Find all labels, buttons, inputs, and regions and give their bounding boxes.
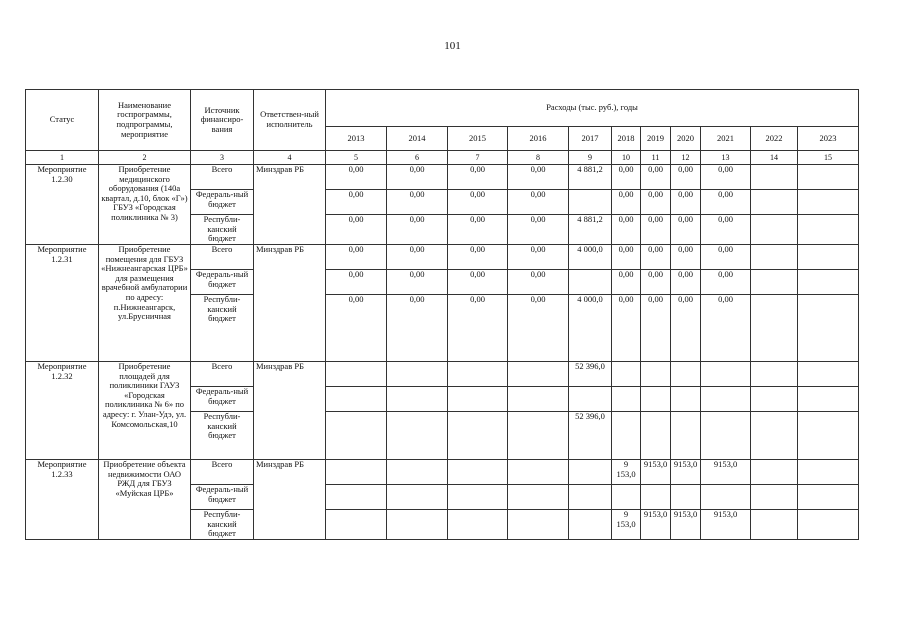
value-cell xyxy=(612,387,641,412)
column-number: 5 xyxy=(326,151,387,165)
value-cell: 0,00 xyxy=(612,215,641,245)
funding-source: Всего xyxy=(191,165,254,190)
value-cell xyxy=(326,387,387,412)
value-cell xyxy=(751,485,798,510)
header-executor: Ответствен-ный исполнитель xyxy=(254,90,326,151)
value-cell xyxy=(569,485,612,510)
value-cell: 0,00 xyxy=(508,215,569,245)
activity-executor: Минздрав РБ xyxy=(254,245,326,362)
value-cell xyxy=(448,362,508,387)
value-cell: 0,00 xyxy=(612,270,641,295)
value-cell xyxy=(326,412,387,460)
value-cell: 0,00 xyxy=(671,295,701,362)
value-cell xyxy=(448,387,508,412)
value-cell: 0,00 xyxy=(612,295,641,362)
column-number: 10 xyxy=(612,151,641,165)
value-cell: 0,00 xyxy=(701,165,751,190)
header-expenses: Расходы (тыс. руб.), годы xyxy=(326,90,859,127)
value-cell xyxy=(798,485,859,510)
column-number: 2 xyxy=(99,151,191,165)
value-cell: 0,00 xyxy=(326,190,387,215)
funding-source: Всего xyxy=(191,245,254,270)
activity-name: Приобретение площадей для поликлиники ГАУЗ «Городская поликлиника № 6» по адресу: г. Улан-Удэ, ул. Комсомольская,10 xyxy=(99,362,191,460)
column-number: 13 xyxy=(701,151,751,165)
value-cell xyxy=(798,387,859,412)
activity-executor: Минздрав РБ xyxy=(254,460,326,540)
value-cell: 0,00 xyxy=(701,270,751,295)
value-cell xyxy=(798,460,859,485)
value-cell xyxy=(751,362,798,387)
value-cell: 0,00 xyxy=(671,215,701,245)
value-cell: 0,00 xyxy=(612,165,641,190)
value-cell: 0,00 xyxy=(387,190,448,215)
value-cell xyxy=(751,387,798,412)
value-cell xyxy=(326,510,387,540)
value-cell: 0,00 xyxy=(671,245,701,270)
value-cell: 0,00 xyxy=(326,215,387,245)
value-cell xyxy=(508,460,569,485)
header-year: 2017 xyxy=(569,127,612,151)
header-year: 2021 xyxy=(701,127,751,151)
header-name: Наименование госпрограммы, подпрограммы, мероприятие xyxy=(99,90,191,151)
value-cell xyxy=(612,485,641,510)
funding-source: Федераль-ный бюджет xyxy=(191,485,254,510)
value-cell: 0,00 xyxy=(387,270,448,295)
value-cell: 0,00 xyxy=(641,215,671,245)
header-year: 2019 xyxy=(641,127,671,151)
value-cell xyxy=(612,362,641,387)
value-cell: 0,00 xyxy=(326,270,387,295)
value-cell: 0,00 xyxy=(508,270,569,295)
column-number: 7 xyxy=(448,151,508,165)
value-cell xyxy=(751,412,798,460)
column-number: 3 xyxy=(191,151,254,165)
table-row xyxy=(26,460,859,485)
value-cell: 0,00 xyxy=(387,165,448,190)
header-year: 2014 xyxy=(387,127,448,151)
value-cell xyxy=(508,362,569,387)
value-cell: 0,00 xyxy=(448,215,508,245)
value-cell xyxy=(701,362,751,387)
value-cell xyxy=(448,485,508,510)
value-cell xyxy=(508,387,569,412)
funding-source: Федераль-ный бюджет xyxy=(191,190,254,215)
value-cell: 0,00 xyxy=(641,295,671,362)
value-cell: 0,00 xyxy=(326,245,387,270)
value-cell xyxy=(798,295,859,362)
value-cell: 0,00 xyxy=(448,295,508,362)
funding-source: Республи-канский бюджет xyxy=(191,510,254,540)
value-cell xyxy=(701,412,751,460)
funding-source: Республи-канский бюджет xyxy=(191,215,254,245)
value-cell xyxy=(751,295,798,362)
value-cell xyxy=(569,270,612,295)
value-cell: 0,00 xyxy=(641,270,671,295)
value-cell xyxy=(701,387,751,412)
funding-source: Республи-канский бюджет xyxy=(191,295,254,362)
header-year: 2020 xyxy=(671,127,701,151)
activity-status: Мероприятие 1.2.32 xyxy=(26,362,99,460)
value-cell xyxy=(387,510,448,540)
value-cell: 0,00 xyxy=(701,215,751,245)
header-source: Источник финансиро-вания xyxy=(191,90,254,151)
activity-status: Мероприятие 1.2.31 xyxy=(26,245,99,362)
value-cell xyxy=(641,485,671,510)
value-cell xyxy=(751,215,798,245)
header-status: Статус xyxy=(26,90,99,151)
column-number: 8 xyxy=(508,151,569,165)
header-year: 2015 xyxy=(448,127,508,151)
value-cell: 0,00 xyxy=(612,190,641,215)
value-cell: 0,00 xyxy=(641,165,671,190)
funding-source: Всего xyxy=(191,460,254,485)
value-cell xyxy=(798,362,859,387)
column-number: 6 xyxy=(387,151,448,165)
value-cell: 0,00 xyxy=(508,245,569,270)
value-cell xyxy=(569,190,612,215)
value-cell xyxy=(641,387,671,412)
value-cell: 0,00 xyxy=(326,165,387,190)
value-cell xyxy=(798,190,859,215)
value-cell xyxy=(798,510,859,540)
column-number: 14 xyxy=(751,151,798,165)
value-cell: 0,00 xyxy=(326,295,387,362)
value-cell xyxy=(751,270,798,295)
value-cell: 4 881,2 xyxy=(569,165,612,190)
value-cell xyxy=(641,362,671,387)
value-cell xyxy=(448,412,508,460)
header-year: 2016 xyxy=(508,127,569,151)
activity-executor: Минздрав РБ xyxy=(254,362,326,460)
value-cell xyxy=(569,460,612,485)
value-cell: 0,00 xyxy=(508,295,569,362)
value-cell: 9153,0 xyxy=(671,460,701,485)
value-cell: 9 153,0 xyxy=(612,460,641,485)
value-cell: 0,00 xyxy=(701,190,751,215)
value-cell xyxy=(671,485,701,510)
value-cell xyxy=(641,412,671,460)
column-number: 12 xyxy=(671,151,701,165)
value-cell: 9153,0 xyxy=(641,460,671,485)
value-cell xyxy=(326,485,387,510)
value-cell xyxy=(751,245,798,270)
value-cell xyxy=(751,190,798,215)
value-cell xyxy=(798,245,859,270)
value-cell: 9153,0 xyxy=(701,510,751,540)
value-cell: 0,00 xyxy=(387,215,448,245)
value-cell: 0,00 xyxy=(387,245,448,270)
value-cell: 0,00 xyxy=(671,165,701,190)
activity-status: Мероприятие 1.2.33 xyxy=(26,460,99,540)
value-cell: 9153,0 xyxy=(641,510,671,540)
value-cell xyxy=(326,460,387,485)
value-cell: 0,00 xyxy=(448,165,508,190)
value-cell: 52 396,0 xyxy=(569,362,612,387)
activity-executor: Минздрав РБ xyxy=(254,165,326,245)
value-cell xyxy=(387,460,448,485)
value-cell: 4 881,2 xyxy=(569,215,612,245)
value-cell xyxy=(798,412,859,460)
column-number: 15 xyxy=(798,151,859,165)
value-cell xyxy=(508,412,569,460)
value-cell xyxy=(448,510,508,540)
header-year: 2022 xyxy=(751,127,798,151)
value-cell: 9 153,0 xyxy=(612,510,641,540)
value-cell: 0,00 xyxy=(448,245,508,270)
value-cell: 0,00 xyxy=(612,245,641,270)
value-cell xyxy=(671,387,701,412)
funding-source: Всего xyxy=(191,362,254,387)
header-year: 2013 xyxy=(326,127,387,151)
value-cell: 0,00 xyxy=(641,245,671,270)
value-cell xyxy=(671,412,701,460)
column-number: 4 xyxy=(254,151,326,165)
activity-name: Приобретение помещения для ГБУЗ «Нижнеангарская ЦРБ» для размещения врачебной амбулатории по адресу: п.Нижнеангарск, ул.Брусничная xyxy=(99,245,191,362)
value-cell: 9153,0 xyxy=(671,510,701,540)
value-cell xyxy=(798,165,859,190)
value-cell: 0,00 xyxy=(671,270,701,295)
funding-source: Республи-канский бюджет xyxy=(191,412,254,460)
value-cell xyxy=(751,460,798,485)
value-cell xyxy=(751,165,798,190)
value-cell: 9153,0 xyxy=(701,460,751,485)
value-cell xyxy=(701,485,751,510)
value-cell xyxy=(569,510,612,540)
value-cell: 0,00 xyxy=(641,190,671,215)
value-cell: 4 000,0 xyxy=(569,295,612,362)
value-cell xyxy=(798,215,859,245)
value-cell xyxy=(612,412,641,460)
value-cell xyxy=(387,485,448,510)
column-number: 9 xyxy=(569,151,612,165)
value-cell xyxy=(448,460,508,485)
activity-name: Приобретение объекта недвижимости ОАО РЖД для ГБУЗ «Муйская ЦРБ» xyxy=(99,460,191,540)
activity-status: Мероприятие 1.2.30 xyxy=(26,165,99,245)
value-cell xyxy=(671,362,701,387)
page-number: 101 xyxy=(444,40,461,52)
value-cell xyxy=(569,387,612,412)
value-cell: 0,00 xyxy=(387,295,448,362)
value-cell xyxy=(508,510,569,540)
value-cell: 0,00 xyxy=(508,165,569,190)
value-cell xyxy=(387,412,448,460)
column-number: 11 xyxy=(641,151,671,165)
column-number: 1 xyxy=(26,151,99,165)
header-year: 2018 xyxy=(612,127,641,151)
value-cell: 0,00 xyxy=(701,245,751,270)
value-cell: 4 000,0 xyxy=(569,245,612,270)
value-cell: 52 396,0 xyxy=(569,412,612,460)
value-cell xyxy=(387,387,448,412)
value-cell xyxy=(326,362,387,387)
column-numbers-row xyxy=(26,151,859,165)
table-row xyxy=(26,362,859,387)
funding-source: Федераль-ный бюджет xyxy=(191,387,254,412)
value-cell: 0,00 xyxy=(508,190,569,215)
value-cell xyxy=(798,270,859,295)
value-cell: 0,00 xyxy=(701,295,751,362)
table-row xyxy=(26,245,859,270)
budget-table xyxy=(25,89,859,540)
value-cell xyxy=(751,510,798,540)
funding-source: Федераль-ный бюджет xyxy=(191,270,254,295)
value-cell: 0,00 xyxy=(448,270,508,295)
value-cell: 0,00 xyxy=(448,190,508,215)
activity-name: Приобретение медицинского оборудования (140а квартал, д.10, блок «Г») ГБУЗ «Городская поликлиника № 3) xyxy=(99,165,191,245)
value-cell: 0,00 xyxy=(671,190,701,215)
table-row xyxy=(26,165,859,190)
value-cell xyxy=(508,485,569,510)
header-year: 2023 xyxy=(798,127,859,151)
value-cell xyxy=(387,362,448,387)
